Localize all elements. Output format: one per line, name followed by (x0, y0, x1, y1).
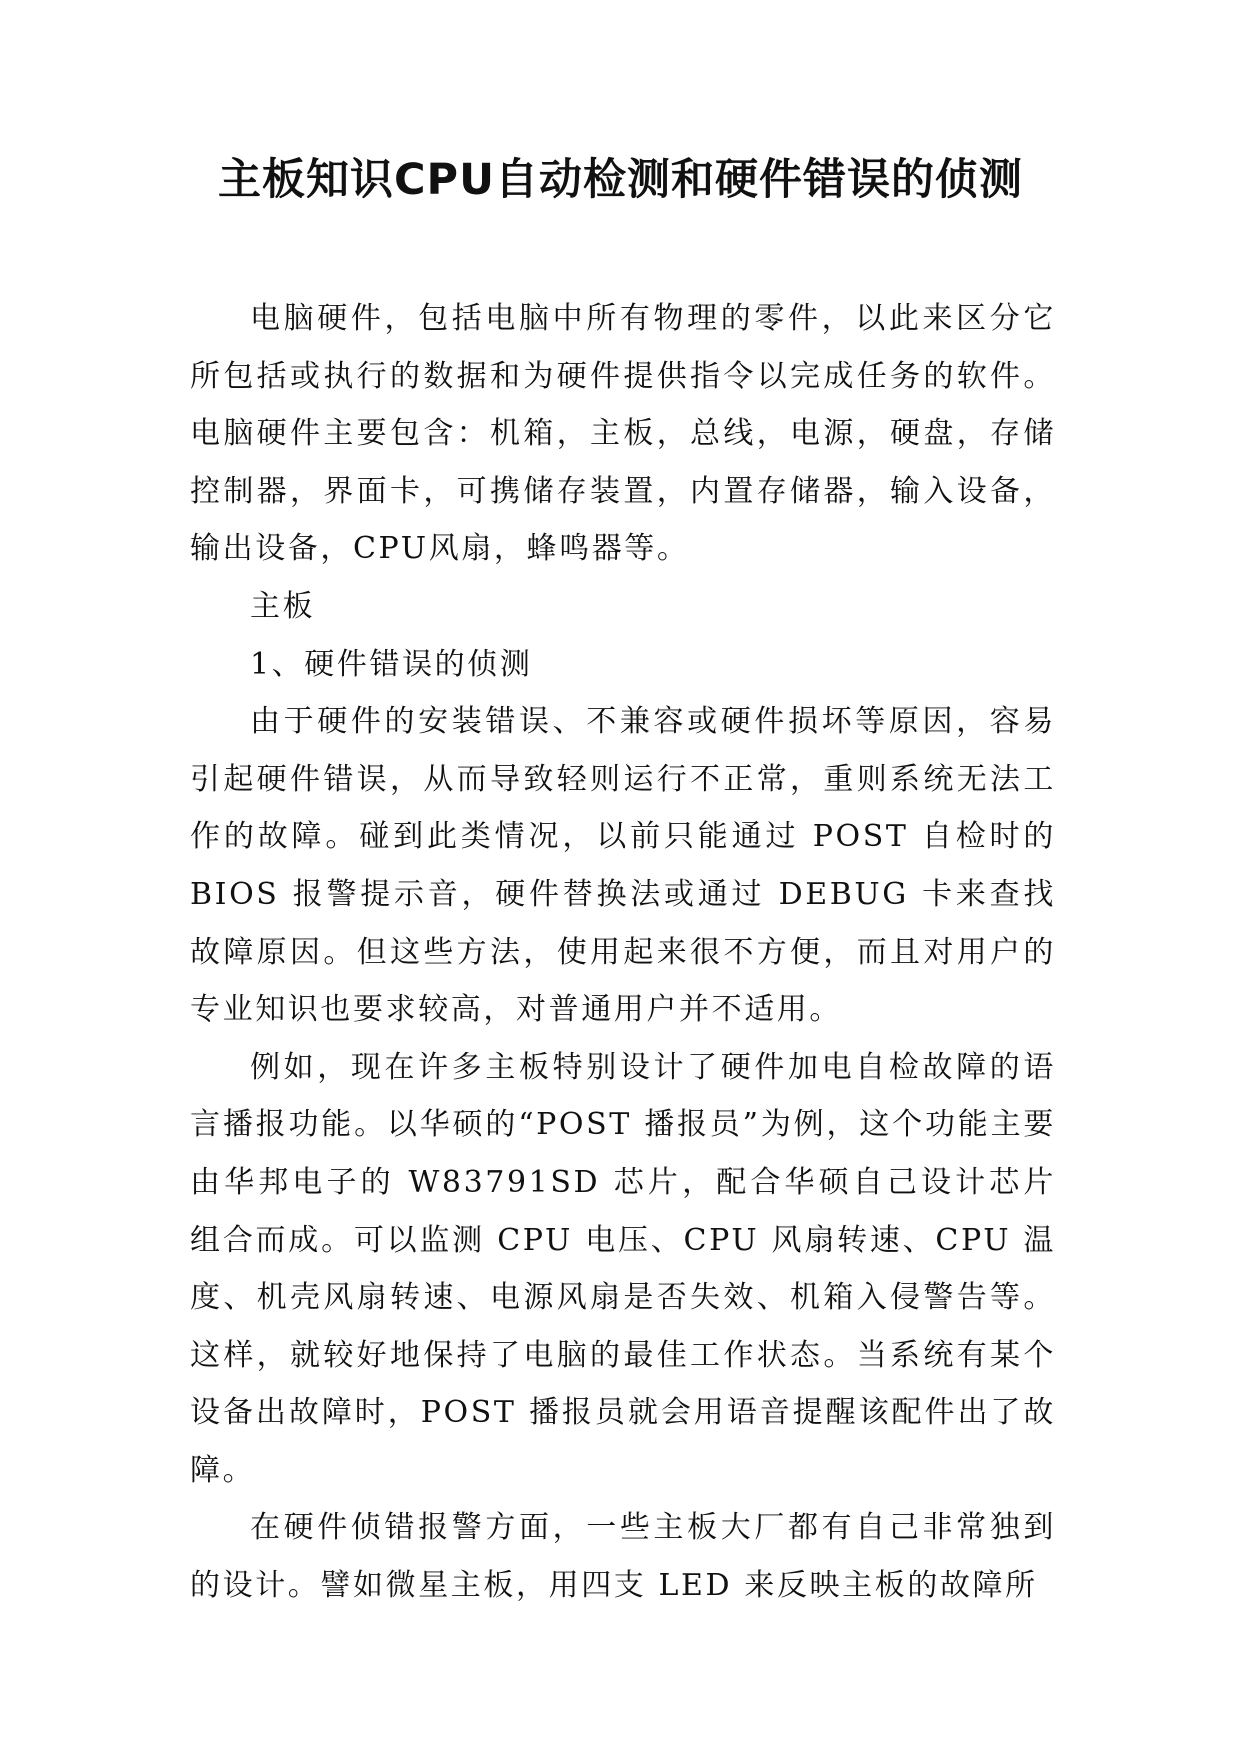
document-title: 主板知识CPU自动检测和硬件错误的侦测 (218, 155, 1023, 205)
paragraph-error-causes: 由于硬件的安装错误、不兼容或硬件损坏等原因，容易引起硬件错误，从而导致轻则运行不正常，重则系统无法工作的故障。碰到此类情况，以前只能通过 POST 自检时的 BIOS 报警提示音，硬件替换法或通过 DEBUG 卡来查找故障原因。但这些方法，使用起来很不方便，而且对用户的专业知识也要求较高，对普通用户并不适用。 (190, 704, 1056, 1028)
paragraph-hardware-definition: 电脑硬件，包括电脑中所有物理的零件，以此来区分它所包括或执行的数据和为硬件提供指令以完成任务的软件。电脑硬件主要包含：机箱，主板，总线，电源，硬盘，存储控制器，界面卡，可携储存装置，内置存储器，输入设备，输出设备，CPU风扇，蜂鸣器等。 (190, 301, 1056, 567)
section-heading-motherboard: 主板 (250, 588, 316, 624)
paragraph-post-reporter: 例如，现在许多主板特别设计了硬件加电自检故障的语言播报功能。以华硕的“POST 播报员”为例，这个功能主要由华邦电子的 W83791SD 芯片，配合华硕自己设计芯片组合而成。可以监测 CPU 电压、CPU 风扇转速、CPU 温度、机壳风扇转速、电源风扇是否失效、机箱入侵警告等。这样，就较好地保持了电脑的最佳工作状态。当系统有某个设备出故障时，POST 播报员就会用语音提醒该配件出了故障。 (190, 1049, 1056, 1488)
paragraph-led-diagnostics: 在硬件侦错报警方面，一些主板大厂都有自己非常独到的设计。譬如微星主板，用四支 LED 来反映主板的故障所 (190, 1510, 1056, 1604)
subsection-heading-error-detection: 1、硬件错误的侦测 (250, 646, 533, 682)
document-body (190, 290, 1056, 1615)
